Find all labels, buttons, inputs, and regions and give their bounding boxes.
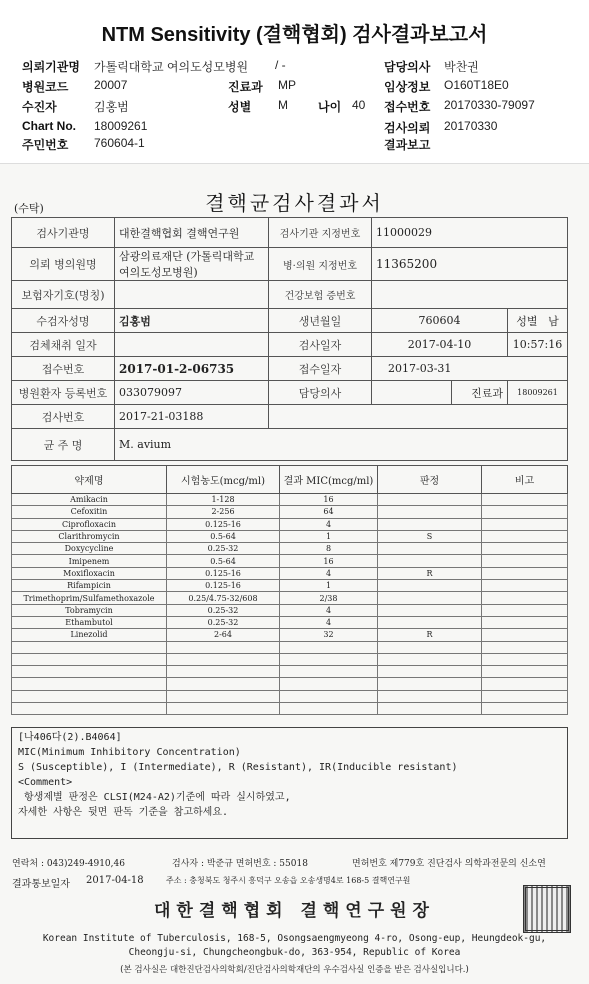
info-label: 접수일자 bbox=[269, 357, 372, 381]
table-row bbox=[12, 653, 568, 665]
table-row bbox=[12, 678, 568, 690]
doctor: 박찬권 bbox=[444, 60, 479, 74]
info-label: 검체채취 일자 bbox=[12, 333, 115, 357]
health-no bbox=[372, 281, 568, 309]
info-label: 균 주 명 bbox=[12, 429, 115, 461]
accession-no: 20170330-79097 bbox=[444, 98, 535, 112]
table-row bbox=[12, 555, 568, 567]
table-cell bbox=[378, 506, 482, 518]
col-header: 판정 bbox=[378, 466, 482, 494]
table-cell: 16 bbox=[280, 494, 378, 506]
table-cell: Ethambutol bbox=[12, 616, 167, 628]
table-cell bbox=[482, 518, 568, 530]
table-cell: 0.25-32 bbox=[167, 604, 280, 616]
table-row bbox=[12, 494, 568, 506]
hospital-no: 11365200 bbox=[372, 248, 568, 281]
table-cell: 0.25-32 bbox=[167, 616, 280, 628]
table-cell: 4 bbox=[280, 567, 378, 579]
table-cell bbox=[280, 703, 378, 715]
table-cell bbox=[378, 604, 482, 616]
table-cell: R bbox=[378, 629, 482, 641]
info-label: 생년월일 bbox=[269, 309, 372, 333]
table-cell: Moxifloxacin bbox=[12, 567, 167, 579]
table-cell bbox=[280, 666, 378, 678]
table-cell: 64 bbox=[280, 506, 378, 518]
table-cell bbox=[482, 666, 568, 678]
department: MP bbox=[278, 78, 296, 92]
table-cell bbox=[12, 641, 167, 653]
report-date-label: 결과통보일자 bbox=[12, 879, 70, 890]
table-cell: Doxycycline bbox=[12, 543, 167, 555]
table-cell bbox=[12, 653, 167, 665]
field-label: Chart No. bbox=[22, 119, 76, 133]
table-cell: 4 bbox=[280, 616, 378, 628]
table-cell: S bbox=[378, 530, 482, 542]
hospital: 삼광의료재단 (가톨릭대학교여의도성모병원) bbox=[115, 248, 269, 281]
col-header: 시험농도(mcg/ml) bbox=[167, 466, 280, 494]
age: 40 bbox=[352, 98, 366, 112]
report-date: 2017-04-18 bbox=[86, 875, 144, 886]
table-cell bbox=[378, 543, 482, 555]
table-cell: 2-64 bbox=[167, 629, 280, 641]
table-cell: 0.125-16 bbox=[167, 518, 280, 530]
recv-no: 2017-01-2-06735 bbox=[115, 357, 269, 381]
institute-name: 대한결핵협회 결핵연구원장 bbox=[154, 901, 435, 921]
contact: 연락처 : 043)249-4910,46 bbox=[12, 859, 125, 869]
note-line: [나406다(2).B4064] bbox=[18, 732, 122, 743]
dept: 18009261 bbox=[508, 381, 568, 405]
field-label: 병원코드 bbox=[22, 80, 69, 94]
recv-date: 2017-03-31 bbox=[372, 357, 568, 381]
table-row bbox=[12, 543, 568, 555]
patient-name: 김홍범 bbox=[94, 100, 129, 114]
field-label: 의뢰기관명 bbox=[22, 60, 80, 74]
info-label: 담당의사 bbox=[269, 381, 372, 405]
field-label: 수진자 bbox=[22, 100, 57, 114]
table-cell: 0.25-32 bbox=[167, 543, 280, 555]
table-cell: Tobramycin bbox=[12, 604, 167, 616]
table-cell: Imipenem bbox=[12, 555, 167, 567]
address-kr: 주소 : 충청북도 청주시 흥덕구 오송읍 오송생명4로 168-5 결핵연구원 bbox=[166, 876, 411, 885]
info-label: 검사일자 bbox=[269, 333, 372, 357]
table-cell bbox=[167, 703, 280, 715]
table-cell: 1-128 bbox=[167, 494, 280, 506]
table-row bbox=[12, 666, 568, 678]
table-cell bbox=[482, 678, 568, 690]
table-cell bbox=[280, 653, 378, 665]
insurance bbox=[115, 281, 269, 309]
info-label: 건강보험 증번호 bbox=[269, 281, 372, 309]
note-line: S (Susceptible), I (Intermediate), R (Resistant), IR(Inducible resistant) bbox=[18, 762, 458, 773]
request-date: 20170330 bbox=[444, 119, 498, 133]
field-label: 진료과 bbox=[228, 80, 263, 94]
license: 면허번호 제779호 진단검사 의학과전문의 신소연 bbox=[352, 859, 546, 869]
table-cell bbox=[378, 518, 482, 530]
certification: (본 검사실은 대한진단검사의학회/진단검사의학재단의 우수검사실 인증을 받은 검사실입니다.) bbox=[120, 965, 469, 975]
notes-box bbox=[11, 727, 568, 839]
table-cell bbox=[482, 506, 568, 518]
dob: 760604 bbox=[372, 309, 508, 333]
table-cell bbox=[378, 555, 482, 567]
info-label: 보험자기호(명칭) bbox=[12, 281, 115, 309]
table-cell bbox=[12, 678, 167, 690]
info-label: 검사기관명 bbox=[12, 218, 115, 248]
info-label: 성별 bbox=[516, 314, 538, 328]
table-cell bbox=[378, 690, 482, 702]
chart-no: 18009261 bbox=[94, 119, 148, 133]
table-cell bbox=[482, 555, 568, 567]
hospital-sep: / - bbox=[275, 58, 286, 72]
table-cell bbox=[378, 592, 482, 604]
test-no: 2017-21-03188 bbox=[115, 405, 269, 429]
table-cell: Clarithromycin bbox=[12, 530, 167, 542]
patient-name: 김홍범 bbox=[115, 309, 269, 333]
field-label: 결과보고 bbox=[384, 138, 431, 152]
table-cell: Cefoxitin bbox=[12, 506, 167, 518]
table-row bbox=[12, 530, 568, 542]
table-cell: 0.5-64 bbox=[167, 555, 280, 567]
address-en: Cheongju-si, Chungcheongbuk-do, 363-954, Republic of Korea bbox=[128, 947, 461, 958]
table-row bbox=[12, 604, 568, 616]
table-cell bbox=[167, 690, 280, 702]
table-cell: 0.5-64 bbox=[167, 530, 280, 542]
table-row bbox=[12, 592, 568, 604]
agency-no: 11000029 bbox=[372, 218, 568, 248]
table-row bbox=[12, 567, 568, 579]
info-label: 접수번호 bbox=[12, 357, 115, 381]
official-seal bbox=[523, 885, 571, 933]
table-cell bbox=[482, 629, 568, 641]
field-label: 나이 bbox=[318, 100, 342, 114]
report-tag: (수탁) bbox=[14, 202, 44, 215]
table-cell bbox=[280, 678, 378, 690]
info-label: 병·의원 지정번호 bbox=[269, 248, 372, 281]
table-cell: Ciprofloxacin bbox=[12, 518, 167, 530]
table-cell bbox=[167, 653, 280, 665]
resident-no: 760604-1 bbox=[94, 136, 145, 150]
table-cell bbox=[378, 616, 482, 628]
table-row bbox=[12, 641, 568, 653]
page-title: NTM Sensitivity (결핵협회) 검사결과보고서 bbox=[101, 24, 488, 46]
table-cell bbox=[378, 678, 482, 690]
table-cell: 0.125-16 bbox=[167, 580, 280, 592]
table-cell bbox=[482, 543, 568, 555]
table-row bbox=[12, 518, 568, 530]
report-header bbox=[0, 0, 589, 160]
field-label: 접수번호 bbox=[384, 100, 431, 114]
col-header: 약제명 bbox=[12, 466, 167, 494]
organism: M. avium bbox=[115, 429, 568, 461]
table-cell: 2/38 bbox=[280, 592, 378, 604]
field-label: 담당의사 bbox=[384, 60, 431, 74]
table-cell bbox=[482, 690, 568, 702]
table-cell: 16 bbox=[280, 555, 378, 567]
table-row bbox=[12, 506, 568, 518]
table-cell: Amikacin bbox=[12, 494, 167, 506]
note-line: 자세한 사항은 뒷면 판독 기준을 참고하세요. bbox=[18, 807, 229, 818]
info-label: 수검자성명 bbox=[12, 309, 115, 333]
table-row bbox=[12, 703, 568, 715]
sex: M bbox=[278, 98, 288, 112]
table-cell: 4 bbox=[280, 518, 378, 530]
table-cell bbox=[167, 678, 280, 690]
info-label: 검사기관 지정번호 bbox=[269, 218, 372, 248]
table-cell bbox=[12, 690, 167, 702]
table-cell: R bbox=[378, 567, 482, 579]
table-cell: 0.25/4.75-32/608 bbox=[167, 592, 280, 604]
table-cell bbox=[482, 567, 568, 579]
test-date: 2017-04-10 bbox=[372, 333, 508, 357]
table-cell bbox=[167, 641, 280, 653]
table-cell: Trimethoprim/Sulfamethoxazole bbox=[12, 592, 167, 604]
sex: 남 bbox=[548, 314, 559, 328]
table-row bbox=[12, 690, 568, 702]
table-cell: 2-256 bbox=[167, 506, 280, 518]
table-cell bbox=[167, 666, 280, 678]
address-en: Korean Institute of Tuberculosis, 168-5, Osongsaengmyeong 4-ro, Osong-eup, Heungdeok-gu, bbox=[42, 933, 547, 944]
table-cell bbox=[280, 690, 378, 702]
doctor bbox=[372, 381, 452, 405]
table-cell: 1 bbox=[280, 530, 378, 542]
hospital-code: 20007 bbox=[94, 78, 128, 92]
field-label: 검사의뢰 bbox=[384, 121, 431, 135]
note-line: <Comment> bbox=[18, 777, 73, 788]
table-cell: 8 bbox=[280, 543, 378, 555]
table-cell bbox=[378, 666, 482, 678]
table-cell bbox=[482, 616, 568, 628]
field-label: 주민번호 bbox=[22, 138, 69, 152]
table-cell bbox=[280, 641, 378, 653]
clinical-info: O160T18E0 bbox=[444, 78, 509, 92]
table-cell bbox=[482, 494, 568, 506]
note-line: MIC(Minimum Inhibitory Concentration) bbox=[18, 747, 241, 758]
table-cell: 0.125-16 bbox=[167, 567, 280, 579]
table-cell bbox=[482, 703, 568, 715]
info-label: 검사번호 bbox=[12, 405, 115, 429]
report-title: 결핵균검사결과서 bbox=[205, 191, 384, 215]
table-cell bbox=[12, 703, 167, 715]
patient-info-table bbox=[11, 217, 568, 461]
table-row bbox=[12, 580, 568, 592]
table-cell: Rifampicin bbox=[12, 580, 167, 592]
table-cell: 1 bbox=[280, 580, 378, 592]
info-label: 의뢰 병의원명 bbox=[12, 248, 115, 281]
table-cell: 32 bbox=[280, 629, 378, 641]
table-cell bbox=[482, 641, 568, 653]
info-label: 병원환자 등록번호 bbox=[12, 381, 115, 405]
table-cell bbox=[378, 653, 482, 665]
col-header: 비고 bbox=[482, 466, 568, 494]
note-line: 항생제별 판정은 CLSI(M24-A2)기준에 따라 실시하였고, bbox=[18, 792, 291, 803]
susceptibility-table bbox=[11, 465, 568, 715]
table-cell bbox=[482, 592, 568, 604]
table-row bbox=[12, 629, 568, 641]
table-cell bbox=[482, 604, 568, 616]
agency: 대한결핵협회 결핵연구원 bbox=[115, 218, 269, 248]
table-cell bbox=[378, 641, 482, 653]
table-cell bbox=[12, 666, 167, 678]
col-header: 결과 MIC(mcg/ml) bbox=[280, 466, 378, 494]
table-cell: 4 bbox=[280, 604, 378, 616]
hospital-name: 가톨릭대학교 여의도성모병원 bbox=[94, 60, 249, 74]
field-label: 성별 bbox=[228, 100, 252, 114]
table-cell bbox=[482, 653, 568, 665]
table-cell bbox=[378, 580, 482, 592]
table-row bbox=[12, 616, 568, 628]
test-time: 10:57:16 bbox=[508, 333, 568, 357]
collect-date bbox=[115, 333, 269, 357]
field-label: 임상정보 bbox=[384, 80, 431, 94]
table-cell bbox=[482, 580, 568, 592]
table-cell: Linezolid bbox=[12, 629, 167, 641]
table-cell bbox=[378, 703, 482, 715]
table-cell bbox=[378, 494, 482, 506]
info-label: 진료과 bbox=[452, 381, 508, 405]
table-cell bbox=[482, 530, 568, 542]
examiner: 검사자 : 박준규 면허번호 : 55018 bbox=[172, 859, 308, 869]
reg-no: 033079097 bbox=[115, 381, 269, 405]
